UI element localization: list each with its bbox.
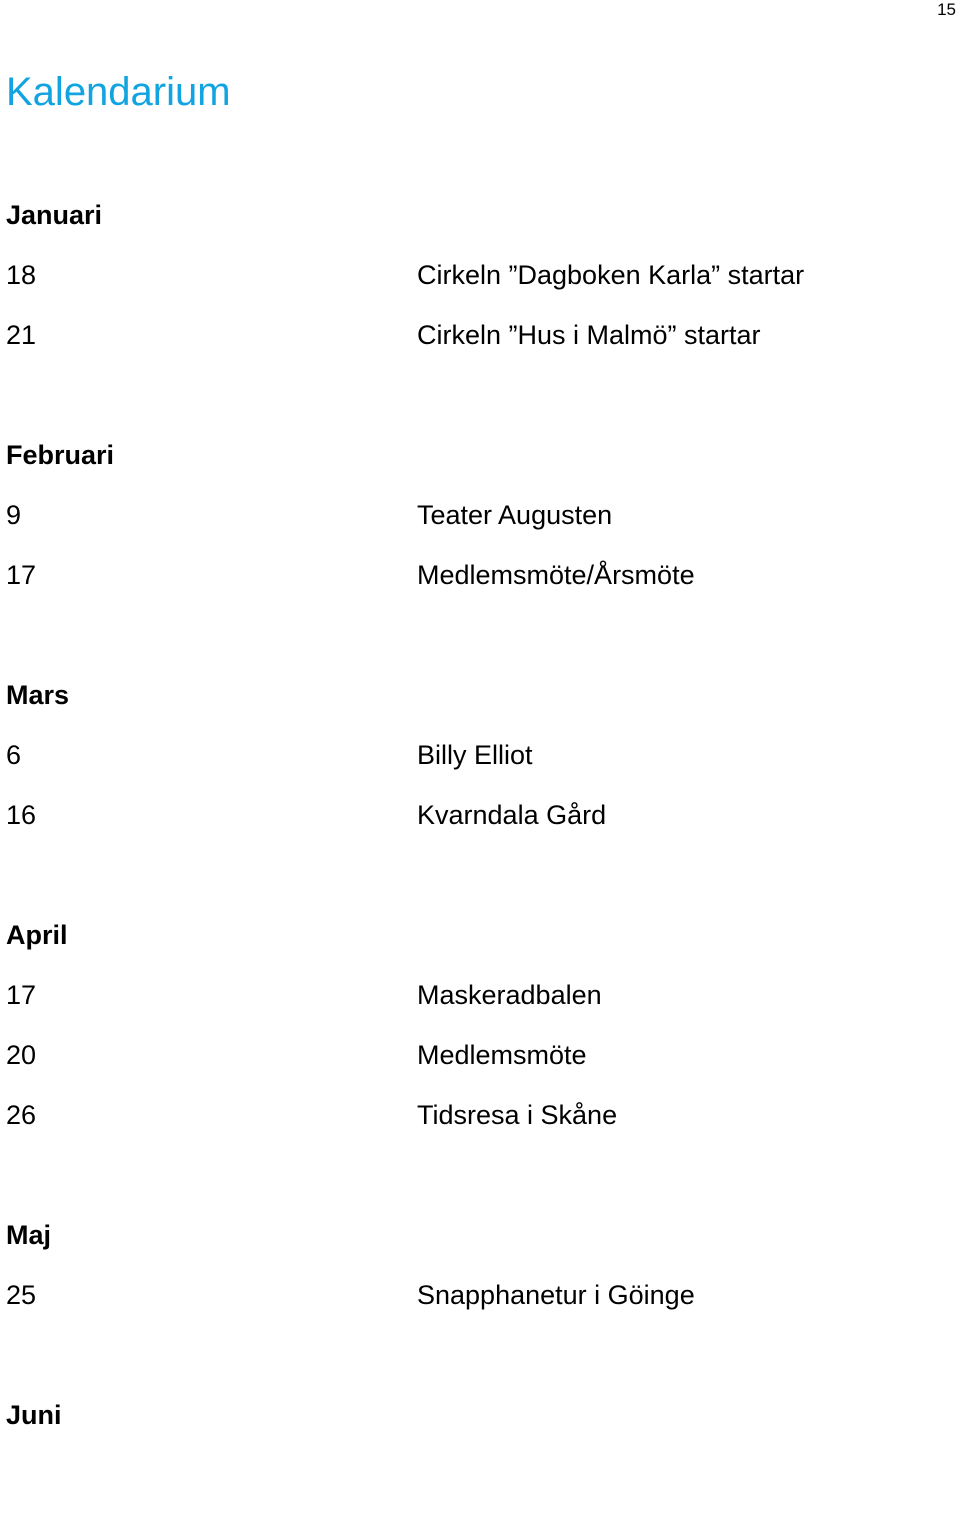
event-day: 17 [6, 560, 37, 590]
event-title: Teater Augusten [417, 500, 613, 530]
event-day: 25 [6, 1280, 37, 1310]
event-title: Maskeradbalen [417, 980, 602, 1010]
event-row [6, 1095, 956, 1155]
event-title: Kvarndala Gård [417, 800, 607, 830]
event-title: Cirkeln ”Hus i Malmö” startar [417, 320, 761, 350]
event-day: 21 [6, 320, 37, 350]
month-name: Juni [6, 1400, 62, 1430]
event-row [6, 255, 956, 315]
month-april [6, 915, 956, 1155]
event-row [6, 1035, 956, 1095]
event-row [6, 315, 956, 375]
calendar [6, 195, 956, 1515]
event-day: 20 [6, 1040, 37, 1070]
event-row [6, 975, 956, 1035]
event-row [6, 795, 956, 855]
month-name: Januari [6, 200, 103, 230]
month-februari [6, 435, 956, 615]
event-title: Billy Elliot [417, 740, 533, 770]
month-name: Maj [6, 1220, 52, 1250]
event-row [6, 735, 956, 795]
event-day: 9 [6, 500, 22, 530]
event-title: Tidsresa i Skåne [417, 1100, 618, 1130]
month-juni [6, 1395, 956, 1455]
event-title: Medlemsmöte [417, 1040, 587, 1070]
page-title: Kalendarium [6, 70, 231, 114]
event-row [6, 495, 956, 555]
month-name: April [6, 920, 68, 950]
event-day: 6 [6, 740, 22, 770]
event-row [6, 1275, 956, 1335]
month-name: Mars [6, 680, 70, 710]
event-row [6, 555, 956, 615]
month-name: Februari [6, 440, 115, 470]
page-number: 15 [937, 0, 956, 19]
month-maj [6, 1215, 956, 1335]
event-day: 16 [6, 800, 37, 830]
month-januari [6, 195, 956, 375]
event-title: Medlemsmöte/Årsmöte [417, 560, 695, 590]
event-day: 18 [6, 260, 37, 290]
event-title: Cirkeln ”Dagboken Karla” startar [417, 260, 805, 290]
event-title: Snapphanetur i Göinge [417, 1280, 695, 1310]
event-day: 17 [6, 980, 37, 1010]
event-day: 26 [6, 1100, 37, 1130]
month-mars [6, 675, 956, 855]
